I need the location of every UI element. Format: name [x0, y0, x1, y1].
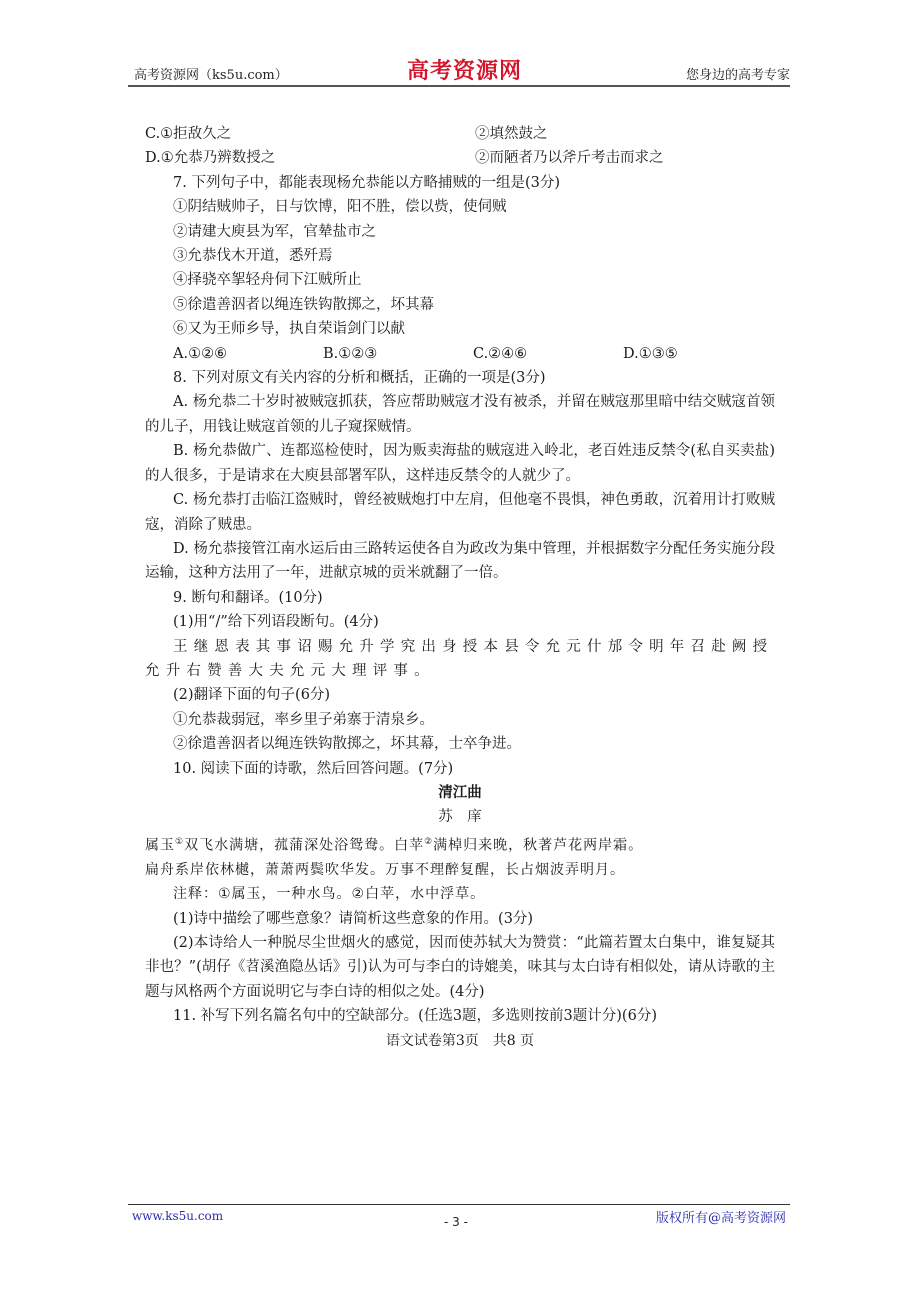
- q7-option-c: C.②④⑥: [473, 345, 528, 362]
- q9-sentence-1: ①允恭裁弱冠，率乡里子弟寨于清泉乡。: [173, 711, 434, 728]
- q9-part2: (2)翻译下面的句子(6分): [173, 687, 331, 704]
- header-slogan: 您身边的高考专家: [685, 68, 790, 83]
- q9-sentence-2: ②徐遣善泅者以绳连铁钩散掷之，坏其幕，士卒争进。: [173, 736, 521, 753]
- q7-option-d: D.①③⑤: [623, 345, 678, 362]
- q6-d-right: ②而陋者乃以斧斤考击而求之: [475, 150, 664, 167]
- q7-option-a: A.①②⑥: [173, 345, 228, 362]
- footer-url-link[interactable]: www.ks5u.com: [132, 1209, 224, 1223]
- q7-item: ③允恭伐木开道，悉歼焉: [173, 248, 333, 265]
- poem-author: 苏 庠: [438, 809, 482, 826]
- q8-stem: 8. 下列对原文有关内容的分析和概括，正确的一项是(3分): [173, 370, 546, 387]
- q10-sub2: (2)本诗给人一种脱尽尘世烟火的感觉，因而使苏轼大为赞赏：“此篇若置太白集中，谁复疑其非也？”(胡仔《苕溪渔隐丛话》引)认为可与李白的诗媲美，味其与太白诗有相似处，请从诗歌的主题与风格两个方面说明它与李白诗的相似之处。(4分): [145, 935, 775, 1000]
- footer-copyright: 版权所有@高考资源网: [655, 1211, 786, 1226]
- q8-option-a: A. 杨允恭二十岁时被贼寇抓获，答应帮助贼寇才没有被杀，并留在贼寇那里暗中结交贼寇首领的儿子，用钱让贼寇首领的儿子窥探贼情。: [145, 394, 775, 435]
- q9-passage-line1: 王继恩表其事诏赐允升学究出身授本县令允元什邡令明年召赴阙授: [173, 638, 774, 655]
- poem-text: 双飞水满塘，菰蒲深处浴鸳鸯。白苹: [184, 837, 425, 854]
- q6-option-c: [145, 122, 775, 146]
- exam-page-number: 语文试卷第3页 共8 页: [385, 1032, 535, 1049]
- q6-d-left: D.①允恭乃辨数授之: [145, 150, 276, 167]
- q8-option-c: C. 杨允恭打击临江盗贼时，曾经被贼炮打中左肩，但他毫不畏惧，神色勇敢，沉着用计打败贼寇，消除了贼患。: [145, 492, 775, 533]
- header-divider: [128, 85, 790, 87]
- q7-options: [145, 342, 775, 366]
- q8-option-d: D. 杨允恭接管江南水运后由三路转运使各自为政改为集中管理，并根据数字分配任务实施分段运输，这种方法用了一年，进献京城的贡米就翻了一倍。: [145, 540, 775, 582]
- q7-item: ⑥又为王师乡导，执自荣诣剑门以献: [173, 321, 405, 338]
- poem-text: 满棹归来晚，秋著芦花两岸霜。: [433, 837, 644, 854]
- q6-c-left: C.①拒敌久之: [145, 126, 232, 142]
- q7-item: ④择骁卒挐轻舟伺下江贼所止: [173, 272, 362, 289]
- q9-stem: 9. 断句和翻译。(10分): [173, 589, 323, 606]
- q7-stem: 7. 下列句子中，都能表现杨允恭能以方略捕贼的一组是(3分): [173, 174, 560, 191]
- q10-sub1: (1)诗中描绘了哪些意象？请简析这些意象的作用。(3分): [173, 910, 534, 927]
- poem-note: 注释：①属玉，一种水鸟。②白苹，水中浮草。: [173, 886, 486, 903]
- q9-passage-line2: 允升右赞善大夫允元大理评事。: [145, 662, 435, 679]
- footnote-marker: ①: [175, 836, 185, 847]
- header-site-name: 高考资源网（ks5u.com）: [134, 68, 288, 83]
- q7-item: ②请建大庾县为军，官辇盐市之: [173, 223, 376, 240]
- poem-text: 属玉: [145, 837, 175, 854]
- q7-item: ⑤徐遣善泅者以绳连铁钩散掷之，坏其幕: [173, 296, 434, 313]
- poem-line-2: 扁舟系岸依林樾，萧萧两鬓吹华发。万事不理醉复醒，长占烟波弄明月。: [145, 861, 625, 878]
- q7-item: ①阴结贼帅子，日与饮博，阳不胜，偿以赀，使伺贼: [173, 199, 507, 216]
- header-logo: 高考资源网: [407, 58, 523, 84]
- q7-option-b: B.①②③: [323, 345, 378, 362]
- q9-part1: (1)用“/”给下列语段断句。(4分): [173, 614, 379, 631]
- q8-option-b: B. 杨允恭做广、连都巡检使时，因为贩卖海盐的贼寇进入岭北，老百姓违反禁令(私自买卖盐)的人很多，于是请求在大庾县部署军队，这样违反禁令的人就少了。: [145, 443, 775, 484]
- exam-content: [145, 122, 775, 1053]
- footer-divider: [128, 1204, 790, 1205]
- q11-stem: 11. 补写下列名篇名句中的空缺部分。(任选3题，多选则按前3题计分)(6分): [173, 1008, 657, 1025]
- q6-c-right: ②填然鼓之: [475, 126, 548, 142]
- footer-page-number: - 3 -: [444, 1215, 468, 1229]
- poem-line-1: [145, 830, 775, 858]
- q6-option-d: [145, 146, 775, 170]
- q10-stem: 10. 阅读下面的诗歌，然后回答问题。(7分): [173, 760, 454, 777]
- footnote-marker: ②: [424, 836, 434, 847]
- poem-title: 清江曲: [438, 783, 482, 801]
